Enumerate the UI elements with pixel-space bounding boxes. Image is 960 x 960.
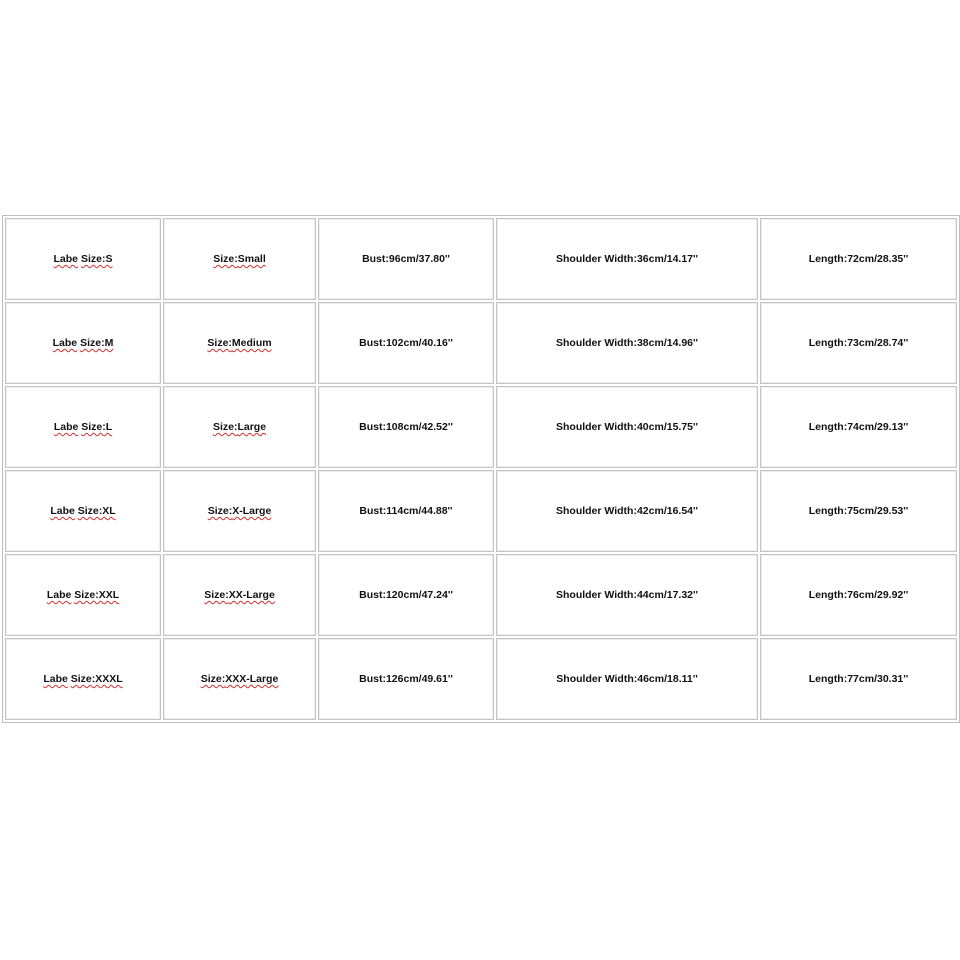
length-cell: Length:76cm/29.92'' [760,554,957,636]
table-row [5,302,957,384]
size-name-value: XXX-Large [225,673,279,685]
size-name-cell [163,302,316,384]
table-row [5,470,957,552]
shoulder-width-cell: Shoulder Width:44cm/17.32'' [496,554,758,636]
bust-cell: Bust:108cm/42.52'' [318,386,494,468]
size-prefix: Size: [213,253,238,265]
size-name-value: Medium [231,337,272,349]
shoulder-width-cell: Shoulder Width:46cm/18.11'' [496,638,758,720]
size-name-cell [163,386,316,468]
label-size-value: Size:XXXL [70,673,123,685]
length-cell: Length:73cm/28.74'' [760,302,957,384]
length-cell: Length:75cm/29.53'' [760,470,957,552]
size-name-value: Small [237,253,266,265]
size-prefix: Size: [212,421,238,433]
bust-cell: Bust:126cm/49.61'' [318,638,494,720]
bust-cell: Bust:114cm/44.88'' [318,470,494,552]
bust-cell: Bust:120cm/47.24'' [318,554,494,636]
label-prefix: Labe [53,253,79,265]
bust-cell: Bust:102cm/40.16'' [318,302,494,384]
size-prefix: Size: [204,589,229,601]
bust-cell: Bust:96cm/37.80'' [318,218,494,300]
size-name-value: X-Large [232,505,272,517]
size-name-cell [163,470,316,552]
shoulder-width-cell: Shoulder Width:40cm/15.75'' [496,386,758,468]
label-size-value: Size:M [80,337,114,349]
table-row [5,218,957,300]
size-chart-table [2,215,960,723]
shoulder-width-cell: Shoulder Width:38cm/14.96'' [496,302,758,384]
size-name-cell [163,554,316,636]
size-name-value: Large [237,421,267,433]
label-size-value: Size:XXL [74,589,120,601]
label-size-cell [5,218,161,300]
size-name-cell [163,218,316,300]
label-size-cell [5,386,161,468]
size-prefix: Size: [207,505,233,517]
shoulder-width-cell: Shoulder Width:42cm/16.54'' [496,470,758,552]
label-prefix: Labe [43,673,68,685]
label-size-cell [5,638,161,720]
size-name-cell [163,638,316,720]
label-size-cell [5,470,161,552]
table-row [5,638,957,720]
length-cell: Length:77cm/30.31'' [760,638,957,720]
label-size-value: Size:L [81,421,113,433]
length-cell: Length:72cm/28.35'' [760,218,957,300]
label-size-cell [5,302,161,384]
label-size-cell [5,554,161,636]
table-row [5,386,957,468]
label-size-value: Size:S [80,253,113,265]
label-prefix: Labe [52,337,78,349]
shoulder-width-cell: Shoulder Width:36cm/14.17'' [496,218,758,300]
label-prefix: Labe [46,589,72,601]
size-chart-body [5,218,957,720]
label-size-value: Size:XL [77,505,116,517]
label-prefix: Labe [53,421,79,433]
table-row [5,554,957,636]
size-name-value: XX-Large [228,589,275,601]
length-cell: Length:74cm/29.13'' [760,386,957,468]
size-prefix: Size: [200,673,226,685]
label-prefix: Labe [50,505,75,517]
size-prefix: Size: [207,337,232,349]
